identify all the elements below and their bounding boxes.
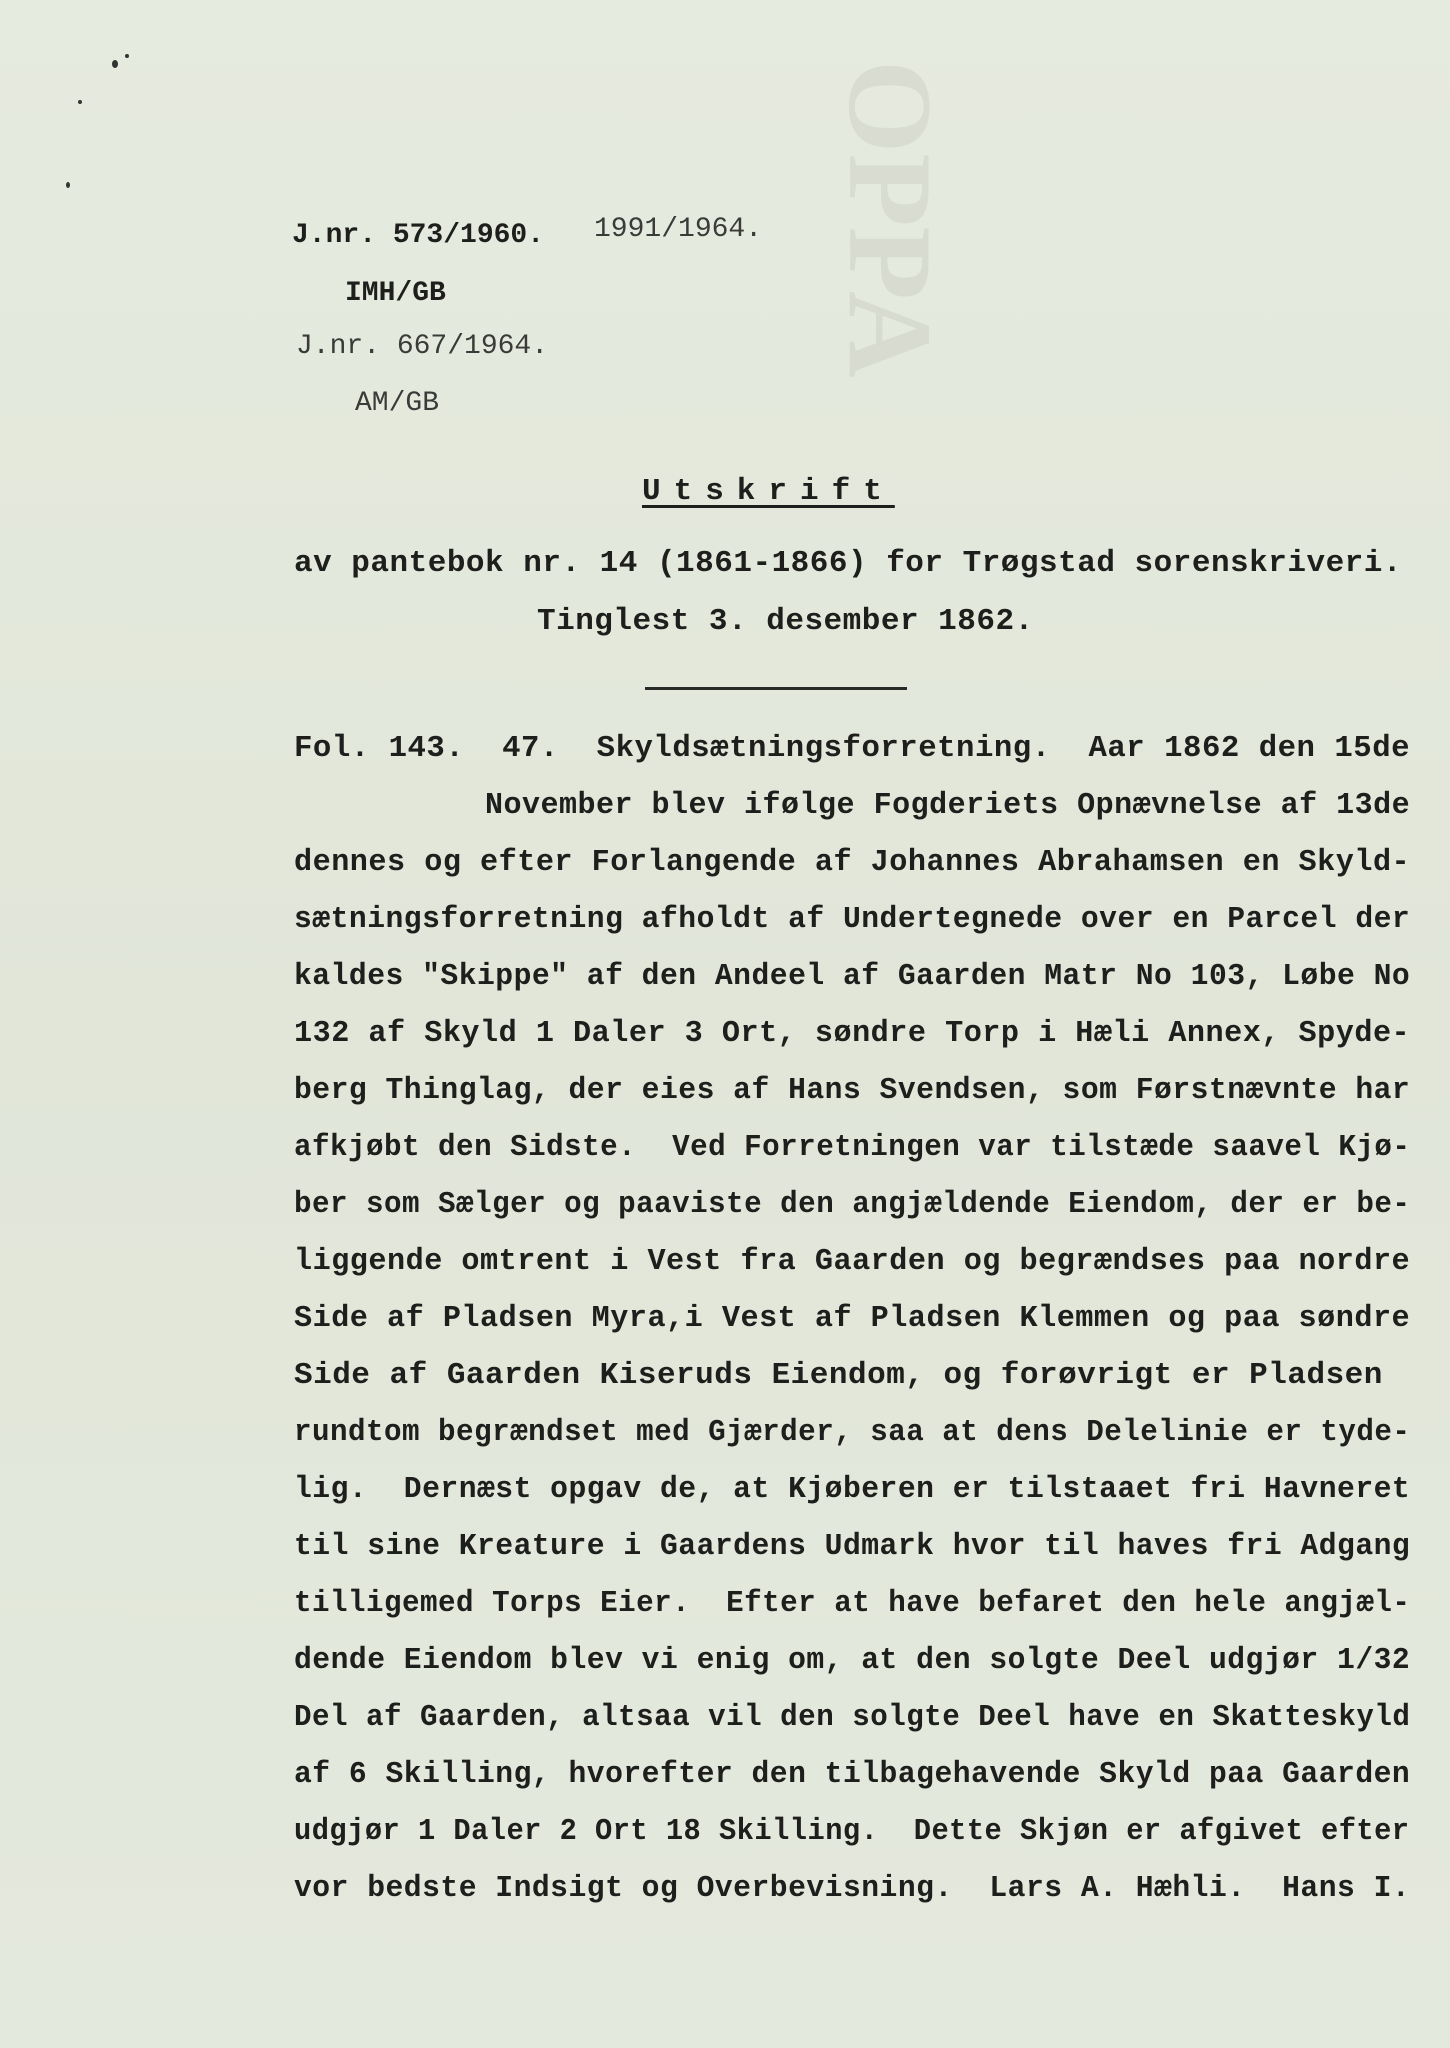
body-line: ber som Sælger og paaviste den angjældende Eiendom, der er be- <box>294 1187 1411 1222</box>
subtitle-line-1: av pantebok nr. 14 (1861-1866) for Trøgstad sorenskriveri. <box>294 546 1402 581</box>
body-line: sætningsforretning afholdt af Undertegnede over en Parcel der <box>294 902 1411 937</box>
body-line: dende Eiendom blev vi enig om, at den solgte Deel udgjør 1/32 <box>294 1643 1411 1678</box>
body-line: tilligemed Torps Eier. Efter at have befaret den hele angjæl- <box>294 1586 1411 1621</box>
subtitle-line-2: Tinglest 3. desember 1862. <box>537 604 1034 639</box>
initials-ref-2: IMH/GB <box>345 278 446 309</box>
body-line: liggende omtrent i Vest fra Gaarden og begrændses paa nordre <box>294 1244 1411 1279</box>
journal-ref-1-extra: 1991/1964. <box>594 214 763 245</box>
ink-speck <box>78 100 82 104</box>
body-line: afkjøbt den Sidste. Ved Forretningen var tilstæde saavel Kjø- <box>294 1130 1411 1165</box>
body-line: rundtom begrændset med Gjærder, saa at dens Delelinie er tyde- <box>294 1415 1411 1450</box>
body-line: til sine Kreature i Gaardens Udmark hvor til haves fri Adgang <box>294 1529 1411 1564</box>
body-line: vor bedste Indsigt og Overbevisning. Lars A. Hæhli. Hans I. <box>294 1871 1411 1906</box>
ink-speck <box>112 60 118 68</box>
ink-speck <box>125 54 129 58</box>
body-line: dennes og efter Forlangende af Johannes Abrahamsen en Skyld- <box>294 845 1411 880</box>
body-line: Del af Gaarden, altsaa vil den solgte Deel have en Skatteskyld <box>294 1700 1411 1735</box>
body-line: udgjør 1 Daler 2 Ort 18 Skilling. Dette Skjøn er afgivet efter <box>294 1814 1410 1849</box>
body-line: Side af Pladsen Myra,i Vest af Pladsen Klemmen og paa søndre <box>294 1301 1411 1336</box>
body-line: November blev ifølge Fogderiets Opnævnelse af 13de <box>485 788 1411 823</box>
document-title: Utskrift <box>642 474 895 509</box>
journal-ref-1: J.nr. 573/1960. <box>292 220 545 251</box>
body-line: af 6 Skilling, hvorefter den tilbagehavende Skyld paa Gaarden <box>294 1757 1411 1792</box>
separator-rule <box>645 687 907 690</box>
initials-ref-4: AM/GB <box>355 388 440 419</box>
body-line: lig. Dernæst opgav de, at Kjøberen er tilstaaet fri Havneret <box>294 1472 1411 1507</box>
ink-speck <box>66 182 70 188</box>
bleed-through-mark: OPPA <box>824 60 957 378</box>
body-line: berg Thinglag, der eies af Hans Svendsen, som Førstnævnte har <box>294 1073 1411 1108</box>
body-line: 132 af Skyld 1 Daler 3 Ort, søndre Torp i Hæli Annex, Spyde- <box>294 1016 1411 1051</box>
body-line: Side af Gaarden Kiseruds Eiendom, og forøvrigt er Pladsen <box>294 1358 1383 1393</box>
journal-ref-3: J.nr. 667/1964. <box>296 331 549 362</box>
body-line: kaldes "Skippe" af den Andeel af Gaarden Matr No 103, Løbe No <box>294 959 1411 994</box>
body-line: Fol. 143. 47. Skyldsætningsforretning. Aar 1862 den 15de <box>294 731 1411 766</box>
